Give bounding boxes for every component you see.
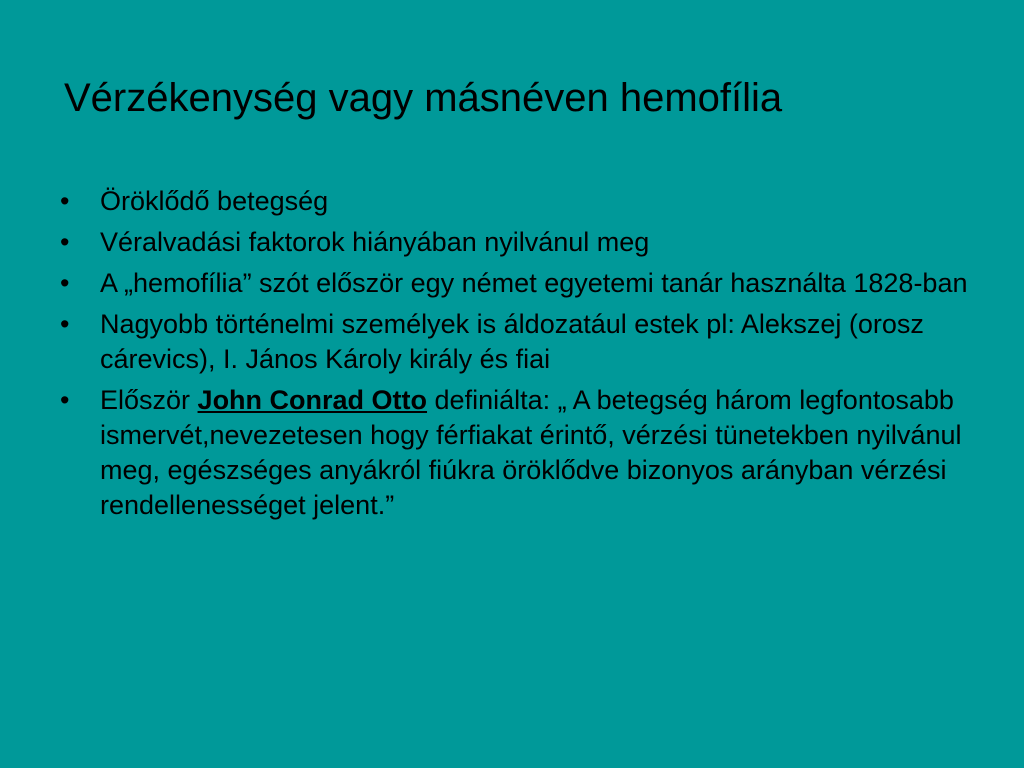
bullet-item-2 bbox=[58, 225, 978, 260]
bullet-list bbox=[58, 184, 978, 529]
john-conrad-otto-link[interactable]: John Conrad Otto bbox=[197, 385, 428, 415]
bullet-item-4 bbox=[58, 307, 978, 377]
bullet-text-suffix: definiálta: „ A betegség három legfontosabb ismervét,nevezetesen hogy férfiakat érintő, vérzési tünetekben nyilvánul meg, egészséges anyákról fiúkra öröklődve bizonyos arányban vérzési rendellenességet jelent.” bbox=[100, 385, 962, 520]
bullet-icon: • bbox=[60, 268, 70, 298]
slide-title: Vérzékenység vagy másnéven hemofília bbox=[64, 76, 783, 120]
bullet-icon: • bbox=[60, 385, 70, 415]
bullet-text: Öröklődő betegség bbox=[100, 186, 329, 216]
bullet-item-3 bbox=[58, 266, 978, 301]
bullet-icon: • bbox=[60, 309, 70, 339]
bullet-icon: • bbox=[60, 186, 70, 216]
bullet-text: Véralvadási faktorok hiányában nyilvánul meg bbox=[100, 227, 650, 257]
bullet-item-5 bbox=[58, 383, 978, 523]
bullet-item-1 bbox=[58, 184, 978, 219]
bullet-icon: • bbox=[60, 227, 70, 257]
bullet-text: Nagyobb történelmi személyek is áldozatául estek pl: Alekszej (orosz cárevics), I. János Károly király és fiai bbox=[100, 309, 924, 374]
bullet-text: A „hemofília” szót először egy német egyetemi tanár használta 1828-ban bbox=[100, 268, 968, 298]
bullet-text-prefix: Először bbox=[100, 385, 198, 415]
